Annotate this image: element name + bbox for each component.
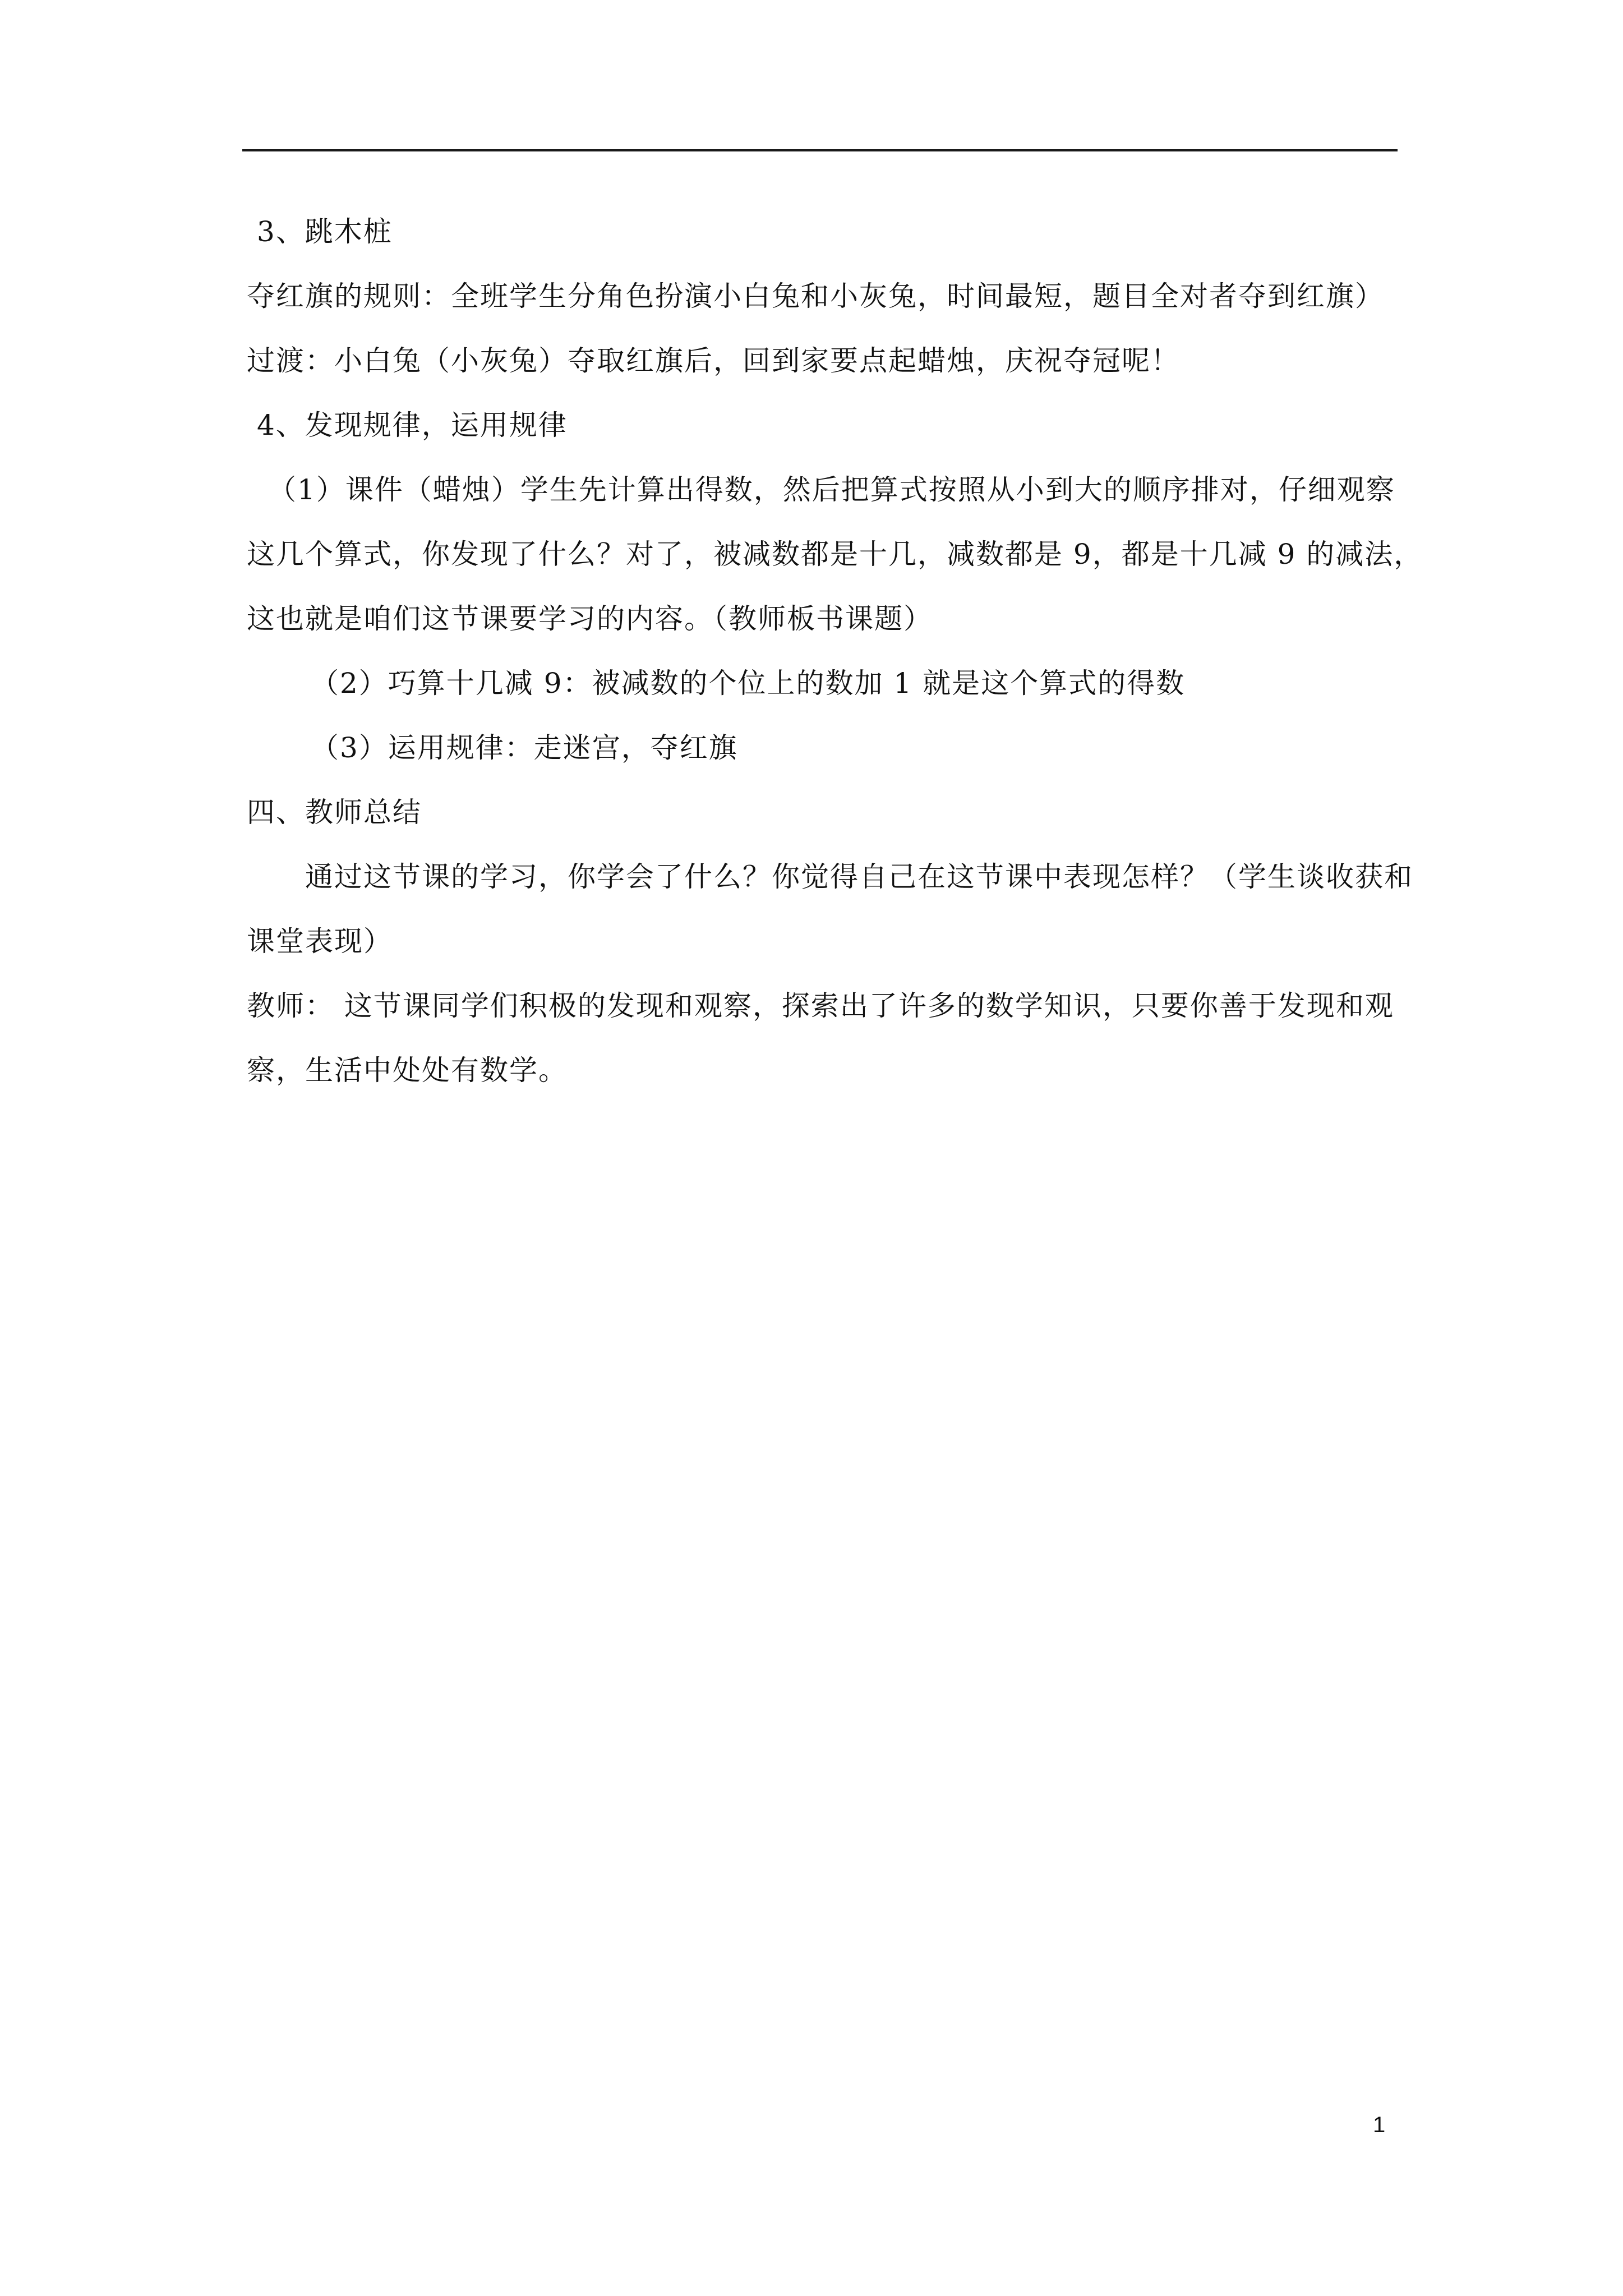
- page-number: 1: [1373, 2113, 1386, 2137]
- line-7: 这也就是咱们这节课要学习的内容。（教师板书课题）: [247, 602, 933, 635]
- line-4: 4、发现规律，运用规律: [257, 409, 568, 441]
- line-9: （3）运用规律：走迷宫，夺红旗: [311, 731, 738, 764]
- line-11: 通过这节课的学习，你学会了什么？你觉得自己在这节课中表现怎样？（学生谈收获和: [305, 861, 1413, 893]
- line-3: 过渡：小白兔（小灰兔）夺取红旗后，回到家要点起蜡烛，庆祝夺冠呢！: [247, 344, 1180, 377]
- line-2: 夺红旗的规则：全班学生分角色扮演小白兔和小灰兔，时间最短，题目全对者夺到红旗）: [247, 280, 1384, 312]
- line-8: （2）巧算十几减 9：被减数的个位上的数加 1 就是这个算式的得数: [311, 667, 1186, 700]
- line-6: 这几个算式，你发现了什么？对了，被减数都是十几，减数都是 9，都是十几减 9 的减法，: [247, 538, 1423, 570]
- header-rule: [242, 149, 1398, 151]
- section-heading: 四、教师总结: [247, 796, 422, 829]
- line-12: 课堂表现）: [247, 925, 393, 958]
- line-1: 3、跳木桩: [257, 215, 393, 248]
- line-13: 教师： 这节课同学们积极的发现和观察，探索出了许多的数学知识，只要你善于发现和观: [247, 990, 1394, 1022]
- line-14: 察，生活中处处有数学。: [247, 1054, 568, 1087]
- line-5: （1）课件（蜡烛）学生先计算出得数，然后把算式按照从小到大的顺序排对，仔细观察: [268, 473, 1395, 506]
